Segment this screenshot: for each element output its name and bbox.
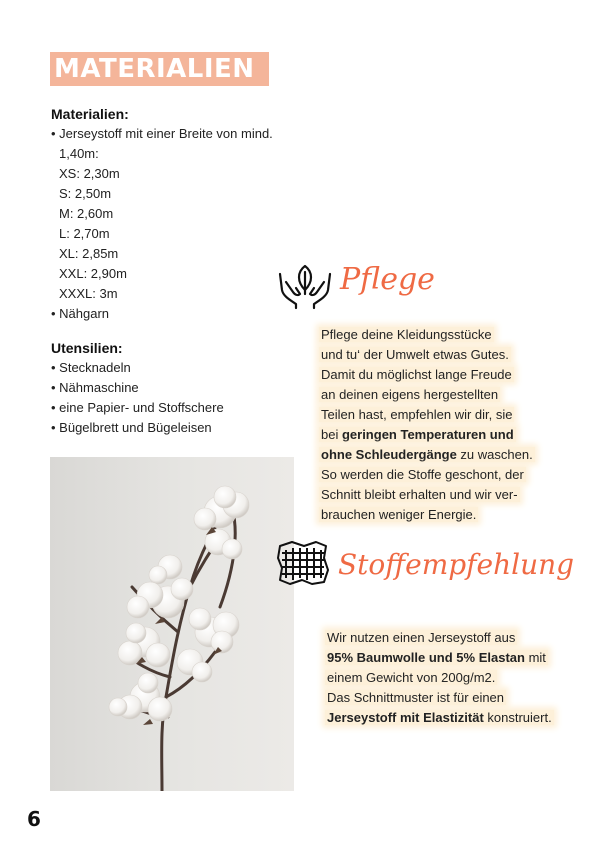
fabric-text-line: einem Gewicht von 200g/m2. [327, 670, 496, 685]
care-text-line: Pflege deine Kleidungsstücke [321, 327, 492, 342]
page-number: 6 [27, 807, 41, 831]
care-text-line: Schnitt bleibt erhalten und wir ver- [321, 487, 518, 502]
size-s: S: 2,50m [59, 186, 112, 201]
size-xl: XL: 2,85m [59, 246, 119, 261]
tool-item: • eine Papier- und Stoffschere [51, 400, 224, 415]
thread-item: • Nähgarn [51, 306, 110, 321]
fabric-text-line: Wir nutzen einen Jerseystoff aus [327, 630, 516, 645]
care-text-line: Damit du möglichst lange Freude [321, 367, 512, 382]
fabric-text-line: Das Schnittmuster ist für einen [327, 690, 505, 705]
cotton-branch-photo [50, 457, 294, 791]
size-xxl: XXL: 2,90m [59, 266, 127, 281]
materials-heading: Materialien: [51, 106, 129, 122]
care-text-line: brauchen weniger Energie. [321, 507, 477, 522]
care-text-line: und tu‘ der Umwelt etwas Gutes. [321, 347, 509, 362]
tools-heading: Utensilien: [51, 340, 123, 356]
tool-item: • Bügelbrett und Bügeleisen [51, 420, 212, 435]
fabric-text-line: Jerseystoff mit Elastizität konstruiert. [327, 710, 552, 725]
care-text-line: So werden die Stoffe geschont, der [321, 467, 524, 482]
fabric-text-line: 95% Baumwolle und 5% Elastan mit [327, 650, 546, 665]
tool-item: • Stecknadeln [51, 360, 131, 375]
fabric-line: • Jerseystoff mit einer Breite von mind. [51, 126, 273, 141]
page-title: MATERIALIEN [54, 54, 255, 84]
care-text-line: an deinen eigens hergestellten [321, 387, 499, 402]
size-m: M: 2,60m [59, 206, 114, 221]
care-text-line: ohne Schleudergänge zu waschen. [321, 447, 533, 462]
fabric-width: 1,40m: [59, 146, 99, 161]
size-xxxl: XXXL: 3m [59, 286, 118, 301]
fabric-icon [274, 538, 332, 588]
size-xs: XS: 2,30m [59, 166, 120, 181]
tool-item: • Nähmaschine [51, 380, 139, 395]
care-title: Pflege [340, 262, 435, 297]
size-l: L: 2,70m [59, 226, 110, 241]
fabric-recommendation-title: Stoffempfehlung [338, 548, 575, 581]
page-title-banner [50, 52, 269, 86]
care-text-line: Teilen hast, empfehlen wir dir, sie [321, 407, 513, 422]
care-text-line: bei geringen Temperaturen und [321, 427, 514, 442]
hands-leaf-icon [276, 260, 334, 310]
